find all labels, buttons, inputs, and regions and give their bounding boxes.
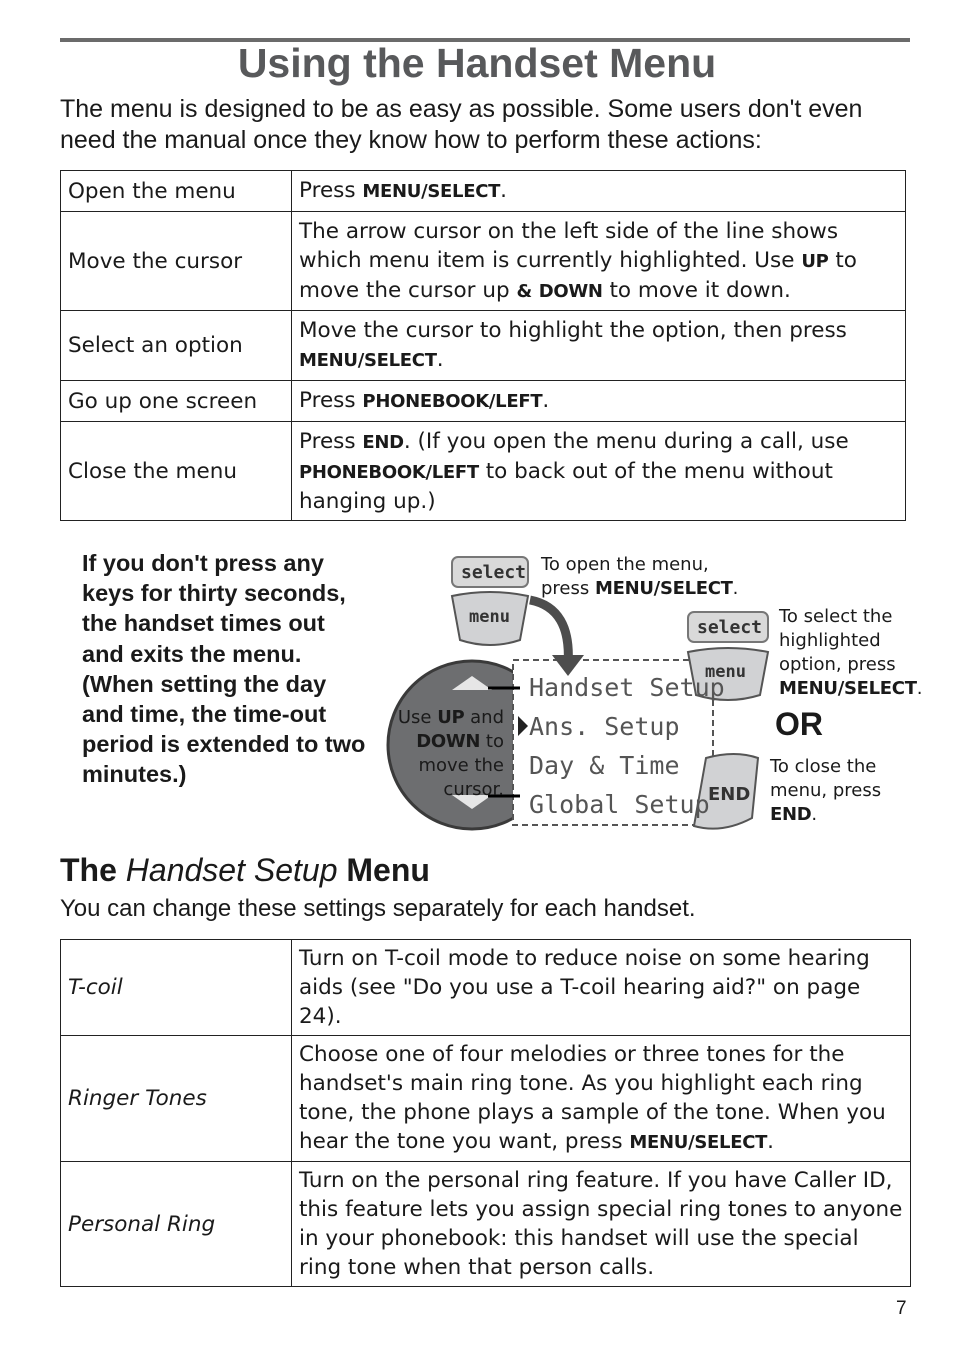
- table-row: [61, 311, 906, 381]
- action-desc: The arrow cursor on the left side of the line shows which menu item is currently highlighted. Use UP to move the cursor up & DOWN to move it down.: [292, 212, 906, 311]
- action-name: Select an option: [61, 311, 292, 381]
- action-desc: Move the cursor to highlight the option, then press MENU/SELECT.: [292, 311, 906, 381]
- caption-select-option: To select the highlighted option, press MENU/SELECT.: [779, 606, 923, 699]
- caption-close-menu: To close the menu, press END.: [770, 756, 882, 825]
- table-row: [61, 1036, 911, 1162]
- setting-desc: Turn on T-coil mode to reduce noise on some hearing aids (see "Do you use a T-coil hearing aid?" on page 24).: [292, 940, 911, 1036]
- caption-open-menu: To open the menu, press MENU/SELECT.: [541, 554, 739, 599]
- section-title: The Handset Setup Menu: [60, 852, 430, 888]
- action-name: Open the menu: [61, 171, 292, 212]
- or-label: OR: [775, 706, 823, 742]
- setting-desc: Turn on the personal ring feature. If you have Caller ID, this feature lets you assign special ring tones to anyone in your phonebook: this handset will use the special ring tone when that person calls.: [292, 1162, 911, 1287]
- table-row: [61, 940, 911, 1036]
- action-name: Go up one screen: [61, 381, 292, 422]
- section-intro: You can change these settings separately for each handset.: [60, 895, 696, 922]
- handset-setup-table: [60, 939, 911, 1287]
- action-desc: Press PHONEBOOK/LEFT.: [292, 381, 906, 422]
- page-title: Using the Handset Menu: [237, 40, 717, 86]
- lcd-line: Global Setup: [529, 790, 710, 819]
- setting-desc: Choose one of four melodies or three tones for the handset's main ring tone. As you highlight each ring tone, the phone plays a sample of the tone. When you hear the tone you want, press MENU/SELECT.: [292, 1036, 911, 1162]
- lcd-line: Ans. Setup: [529, 712, 680, 741]
- select-key-label: select: [461, 562, 527, 583]
- page-number: 7: [896, 1298, 907, 1319]
- table-row: [61, 1162, 911, 1287]
- table-row: [61, 422, 906, 521]
- table-row: [61, 381, 906, 422]
- action-name: Close the menu: [61, 422, 292, 521]
- lcd-line: Day & Time: [529, 751, 680, 780]
- action-desc: Press END. (If you open the menu during a call, use PHONEBOOK/LEFT to back out of the menu without hanging up.): [292, 422, 906, 521]
- action-name: Move the cursor: [61, 212, 292, 311]
- intro-text: The menu is designed to be as easy as possible. Some users don't even need the manual once they know how to perform these actions:: [60, 95, 863, 154]
- setting-name: Ringer Tones: [61, 1036, 292, 1162]
- menu-actions-table: [60, 170, 906, 521]
- table-row: [61, 212, 906, 311]
- setting-name: T-coil: [61, 940, 292, 1036]
- menu-key-right-label: menu: [705, 662, 746, 682]
- table-row: [61, 171, 906, 212]
- lcd-menu-list: [515, 668, 725, 824]
- setting-name: Personal Ring: [61, 1162, 292, 1287]
- menu-key-label: menu: [469, 607, 510, 627]
- select-key-right-label: select: [697, 617, 763, 638]
- caption-move-cursor: Use UP and DOWN to move the cursor.: [397, 707, 504, 800]
- end-key-label: END: [708, 784, 751, 805]
- action-desc: Press MENU/SELECT.: [292, 171, 906, 212]
- lcd-line: Handset Setup: [529, 673, 725, 702]
- timeout-note: If you don't press any keys for thirty seconds, the handset times out and exits the menu. (When setting the day and time, the time-out period is extended to two minutes.): [82, 550, 366, 788]
